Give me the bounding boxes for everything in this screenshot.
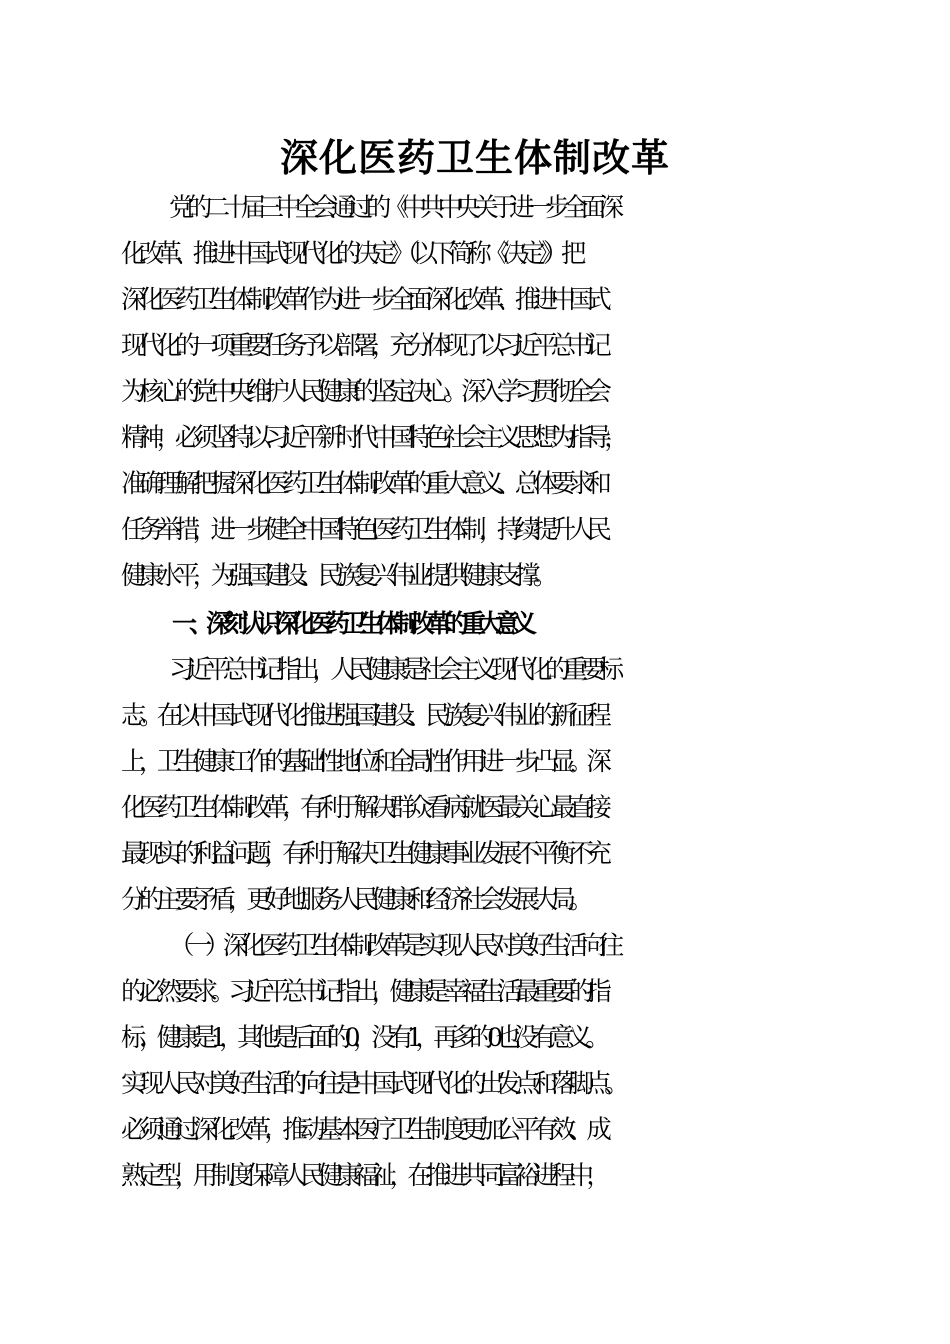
paragraph-line: 健康水平，为强国建设、民族复兴伟业提供健康支撑。 (121, 561, 551, 591)
paragraph-line: 深化医药卫生体制改革作为进一步全面深化改革、推进中国式 (121, 285, 605, 315)
paragraph-line: 实现人民对美好生活的向往是中国式现代化的出发点和落脚点。 (121, 1069, 623, 1099)
paragraph-line: 现代化的一项重要任务予以部署，充分体现了以习近平总书记 (121, 331, 605, 361)
paragraph-line: 精神，必须坚持以习近平新时代中国特色社会主义思想为指导， (121, 423, 623, 453)
paragraph-line: 为核心的党中央维护人民健康的坚定决心。深入学习贯彻全会 (121, 377, 605, 407)
paragraph-line: 熟定型，用制度保障人民健康福祉，在推进共同富裕进程中， (121, 1161, 605, 1191)
paragraph-line: 的必然要求。习近平总书记指出，健康是幸福生活最重要的指 (121, 977, 605, 1007)
paragraph-line: 必须通过深化改革，推动基本医疗卫生制度更加公平有效、成 (121, 1115, 605, 1145)
paragraph-line: 志。在以中国式现代化推进强国建设、民族复兴伟业的新征程 (121, 701, 605, 731)
paragraph-line: 习近平总书记指出，人民健康是社会主义现代化的重要标 (169, 655, 617, 685)
paragraph-line: 标，健康是1，其他是后面的0，没有1，再多的0也没有意义。 (121, 1023, 603, 1053)
paragraph-line: 化医药卫生体制改革，有利于解决群众看病就医最关心最直接 (121, 793, 605, 823)
paragraph-line: 任务举措，进一步健全中国特色医药卫生体制，持续提升人民 (121, 515, 605, 545)
paragraph-line: （一）深化医药卫生体制改革是实现人民对美好生活向往 (169, 931, 617, 961)
paragraph-line: 分的主要矛盾，更好地服务人民健康和经济社会发展大局。 (121, 885, 587, 915)
paragraph-line: 准确理解把握深化医药卫生体制改革的重大意义、总体要求和 (121, 469, 605, 499)
document-title: 深化医药卫生体制改革 (279, 135, 670, 180)
paragraph-line: 上，卫生健康工作的基础性地位和全局性作用进一步凸显。深 (121, 747, 605, 777)
paragraph-line: 化改革、推进中国式现代化的决定》（以下简称《决定》）把 (121, 239, 579, 269)
section-heading: 一、深刻认识深化医药卫生体制改革的重大意义 (172, 609, 530, 638)
paragraph-line: 最现实的利益问题，有利于解决卫生健康事业发展不平衡不充 (121, 839, 605, 869)
paragraph-line: 党的二十届三中全会通过的《中共中央关于进一步全面深 (169, 193, 617, 223)
